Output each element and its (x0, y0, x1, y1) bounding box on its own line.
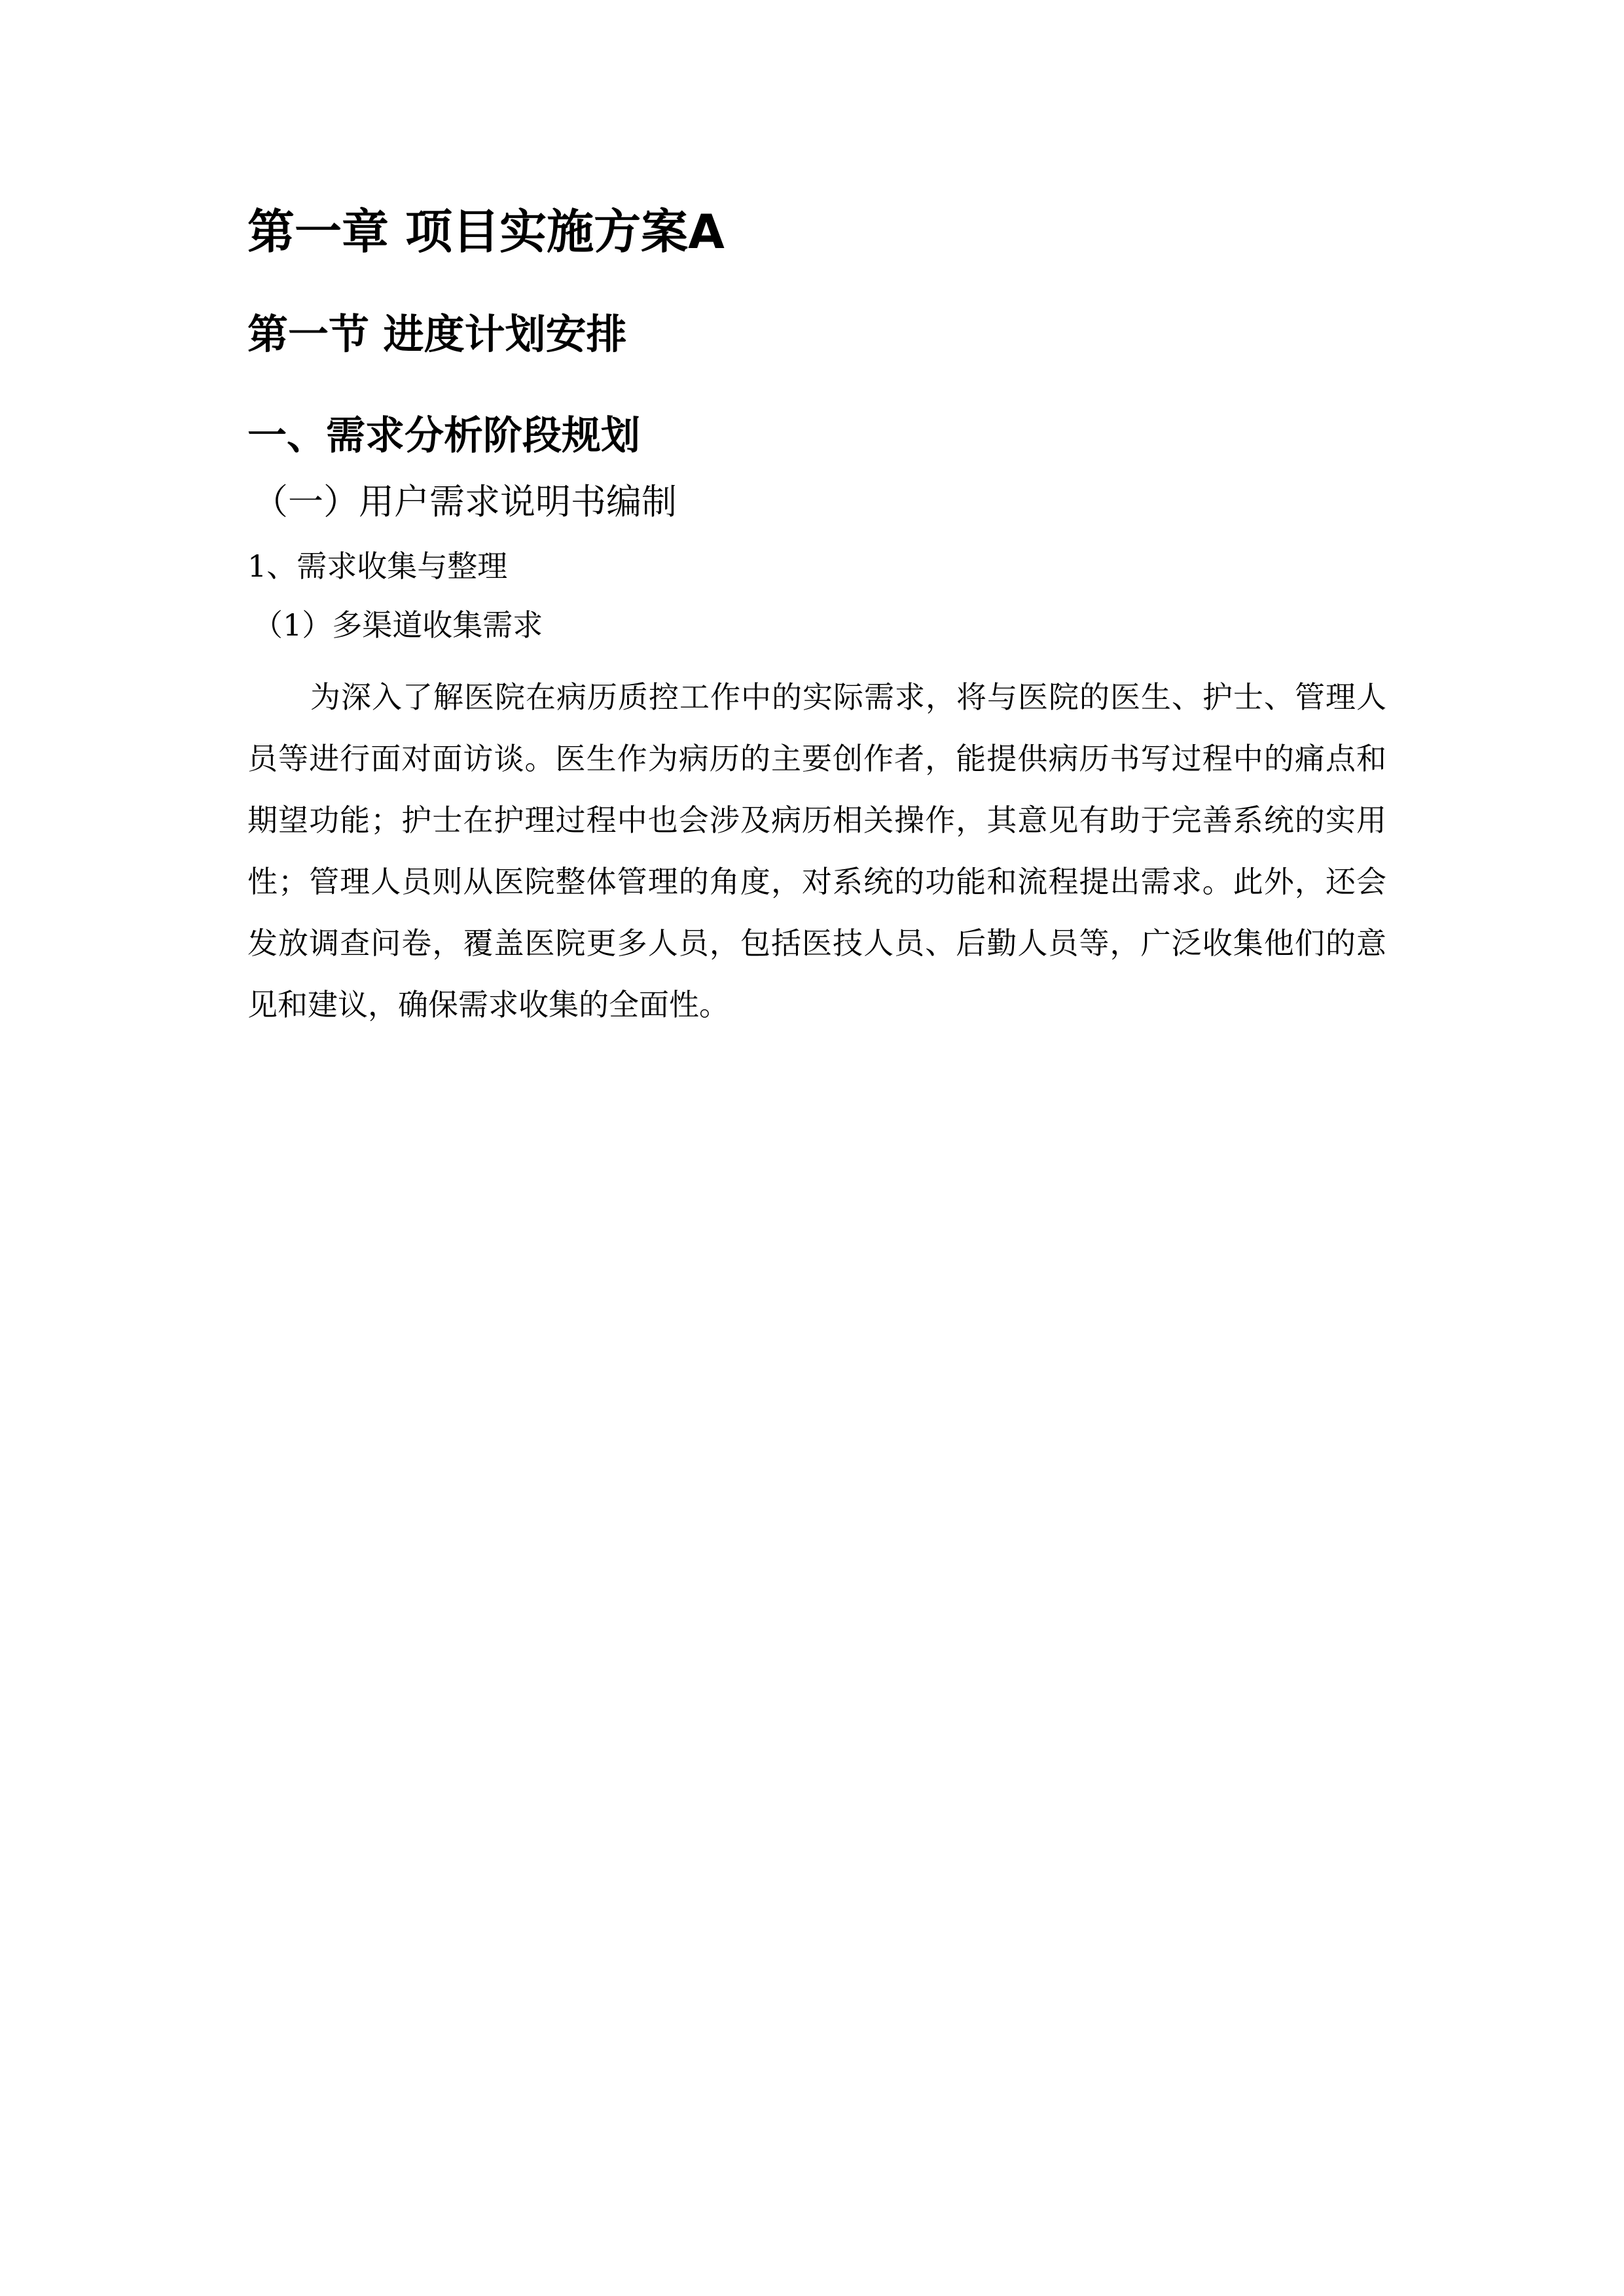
subpart-title: （一）用户需求说明书编制 (253, 481, 677, 522)
body-paragraph: 为深入了解医院在病历质控工作中的实际需求，将与医院的医生、护士、管理人员等进行面对面访谈。医生作为病历的主要创作者，能提供病历书写过程中的痛点和期望功能；护士在护理过程中也会涉及病历相关操作，其意见有助于完善系统的实用性；管理人员则从医院整体管理的角度，对系统的功能和流程提出需求。此外，还会发放调查问卷，覆盖医院更多人员，包括医技人员、后勤人员等，广泛收集他们的意见和建议，确保需求收集的全面性。 (247, 679, 1386, 1022)
section-title: 第一节 进度计划安排 (247, 310, 627, 358)
subitem-title: （1）多渠道收集需求 (253, 607, 543, 643)
item-title: 1、需求收集与整理 (247, 548, 508, 584)
part-title: 一、需求分析阶段规划 (247, 413, 640, 459)
chapter-title: 第一章 项目实施方案A (247, 204, 725, 259)
